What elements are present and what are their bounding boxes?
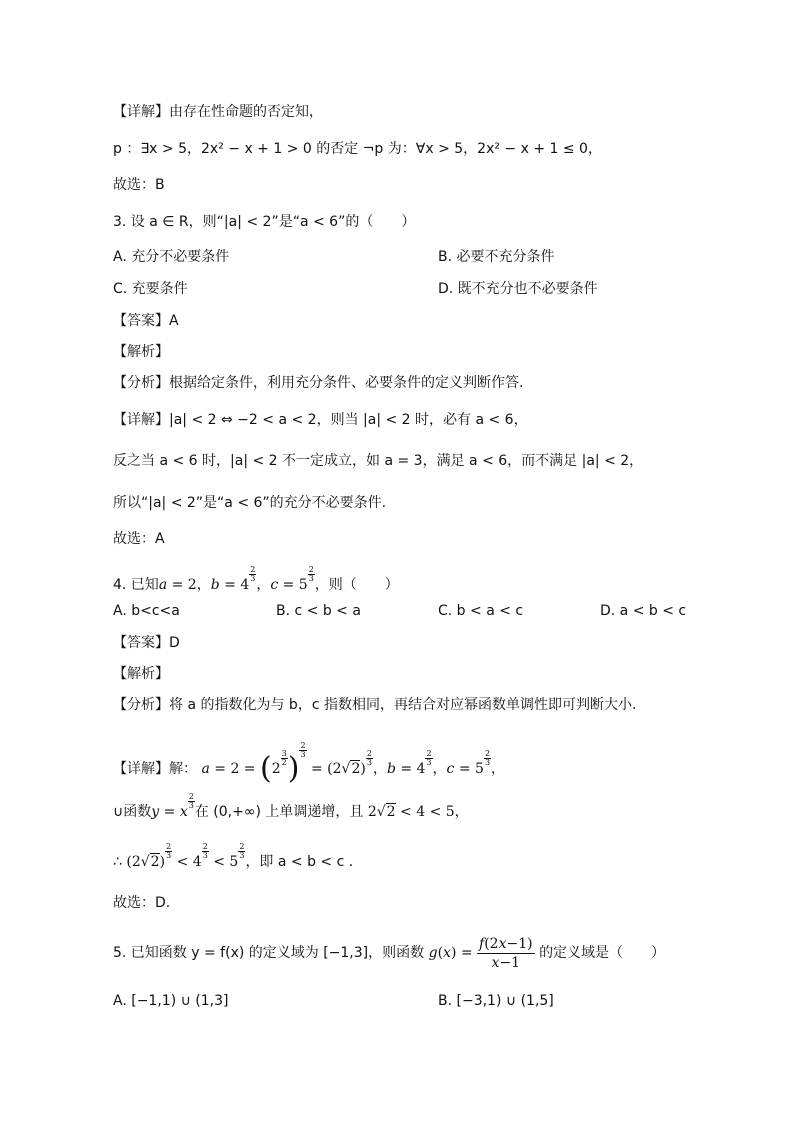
q4-func-prefix: ∪函数 xyxy=(113,804,152,820)
q2-negation-line: p ：∃x > 5，2x² − x + 1 > 0 的否定 ¬p 为：∀x > 5，2x² − x + 1 ≤ 0， xyxy=(113,141,602,157)
q5-fraction: $\frac{f(2x-1)}{x-1}$ xyxy=(479,935,533,971)
q4-analysis: 【分析】将 a 的指数化为与 b，c 指数相同，再结合对应幂函数单调性即可判断大小. xyxy=(113,697,637,713)
q4-answer: 【答案】D xyxy=(113,635,180,651)
q3-option-d: D. 既不充分也不必要条件 xyxy=(438,281,598,297)
q3-detail-2: 反之当 a < 6 时，|a| < 2 不一定成立，如 a = 3，满足 a < 6，而不满足 |a| < 2， xyxy=(113,453,644,469)
q5-option-a: A. [−1,1) ∪ (1,3] xyxy=(113,993,229,1009)
q4-stem: 4. 已知a = 2，b = 4 $\frac{2}{3}$ ，c = 5 $\frac{2}{3}$ ，则（ ） xyxy=(113,565,399,593)
q4-choose: 故选：D. xyxy=(113,895,171,911)
q4-therefore-line: ∴ (2√2) $\frac{2}{3}$ < 4 $\frac{2}{3}$ < 5 $\frac{2}{3}$ ，即 a < b < c . xyxy=(113,842,354,870)
q3-option-a: A. 充分不必要条件 xyxy=(113,249,230,265)
q2-detail-tag: 【详解】 xyxy=(113,104,169,120)
q3-option-b: B. 必要不充分条件 xyxy=(438,249,555,265)
q5-stem: 5. 已知函数 y = f(x) 的定义域为 [−1,3]，则函数 g(x) = $\frac{f(2x-1)}{x-1}$ 的定义域是（ ） xyxy=(113,935,666,971)
q4-func-mid: 在 (0,+∞) 上单调递增，且 xyxy=(194,804,364,820)
q3-answer: 【答案】A xyxy=(113,313,179,329)
q4-option-a: A. b<c<a xyxy=(113,603,180,619)
q4-therefore-tail: ，即 a < b < c . xyxy=(245,854,354,870)
q3-analysis: 【分析】根据给定条件，利用充分条件、必要条件的定义判断作答. xyxy=(113,375,524,391)
q2-detail xyxy=(113,102,323,122)
q4-detail-formula: a = 2 = (2 $\frac{3}{2}$ ) $\frac{2}{3}$ = (2√2) $\frac{2}{3}$ ，b = 4 $\frac{2}{3}$ ，c = 5 $\frac{2}{3}$ ， xyxy=(201,741,506,786)
q4-therefore-symbol: ∴ xyxy=(113,854,122,870)
q4-detail xyxy=(113,742,505,784)
q4-stem-prefix: 4. 已知 xyxy=(113,577,159,593)
q4-option-b: B. c < b < a xyxy=(276,603,361,619)
q3-detail-1: 【详解】|a| < 2 ⇔ −2 < a < 2，则当 |a| < 2 时，必有 a < 6， xyxy=(113,412,528,428)
q5-option-b: B. [−3,1) ∪ (1,5] xyxy=(438,993,554,1009)
q2-detail-text: 由存在性命题的否定知， xyxy=(169,104,323,120)
q4-detail-tag: 【详解】解： xyxy=(113,761,197,777)
q4-stem-suffix: ，则（ ） xyxy=(314,577,399,593)
q2-choose: 故选：B xyxy=(113,177,165,193)
q4-option-d: D. a < b < c xyxy=(600,603,687,619)
q5-stem-suffix: 的定义域是（ ） xyxy=(539,945,666,961)
q3-choose: 故选：A xyxy=(113,531,165,547)
q4-analysis-heading: 【解析】 xyxy=(113,666,169,682)
q3-detail-3: 所以“|a| < 2”是“a < 6”的充分不必要条件. xyxy=(113,495,387,511)
q4-function-line: ∪函数y = x $\frac{2}{3}$ 在 (0,+∞) 上单调递增，且 2√2 < 4 < 5， xyxy=(113,792,469,820)
q3-stem: 3. 设 a ∈ R，则“|a| < 2”是“a < 6”的（ ） xyxy=(113,214,416,230)
q5-stem-prefix: 5. 已知函数 y = f(x) 的定义域为 [−1,3]，则函数 xyxy=(113,945,425,961)
q3-analysis-heading: 【解析】 xyxy=(113,344,169,360)
q4-option-c: C. b < a < c xyxy=(438,603,524,619)
q3-option-c: C. 充要条件 xyxy=(113,281,188,297)
